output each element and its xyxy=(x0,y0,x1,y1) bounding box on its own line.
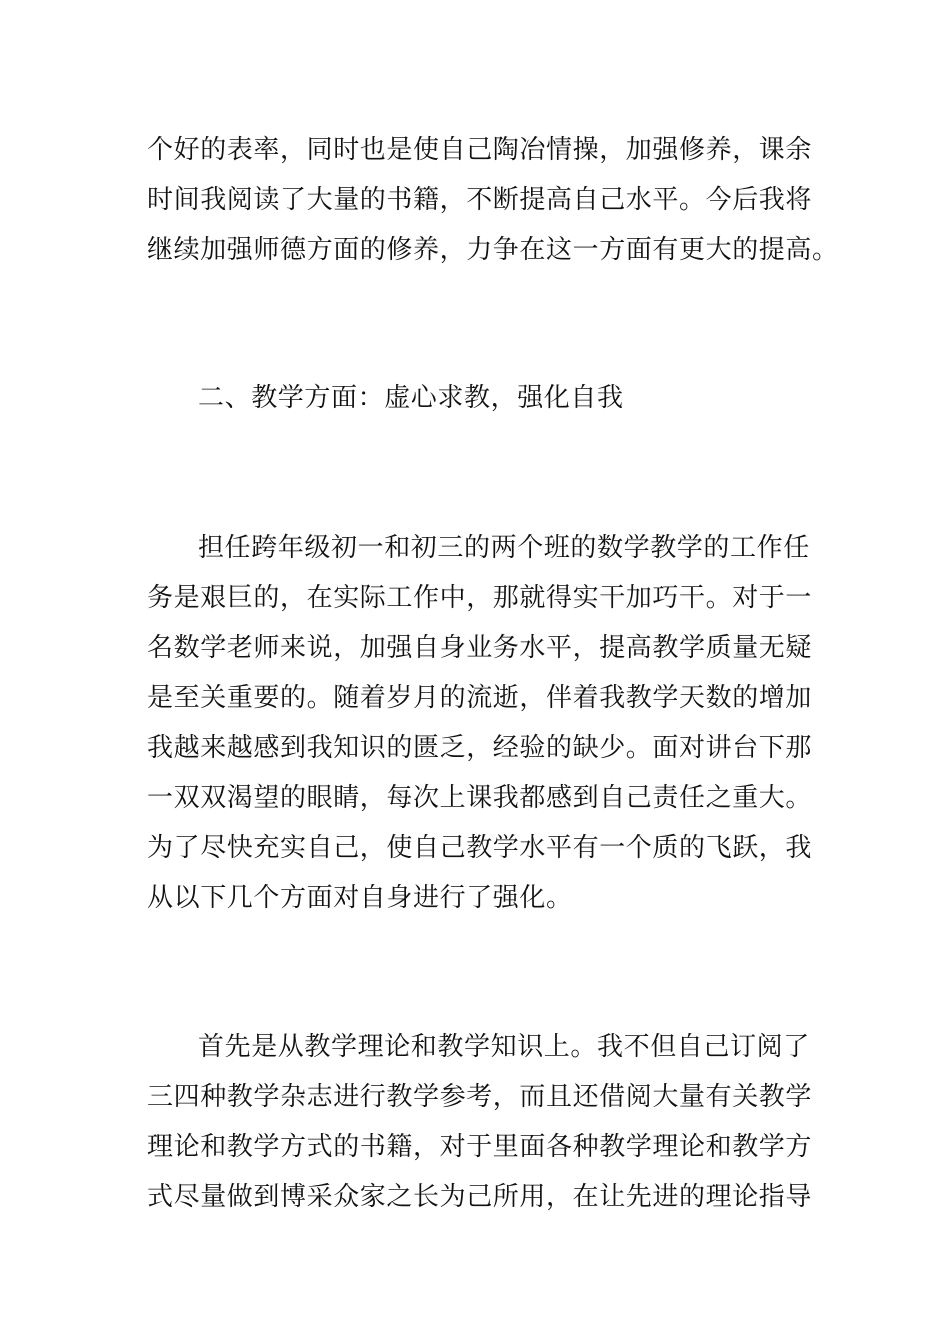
paragraph-4-line-2: 三四种教学杂志进行教学参考，而且还借阅大量有关教学 xyxy=(147,1082,813,1112)
paragraph-1-line-1: 个好的表率，同时也是使自己陶冶情操，加强修养，课余 xyxy=(147,135,813,165)
section-heading: 二、教学方面：虚心求教，强化自我 xyxy=(198,383,624,413)
paragraph-3-line-7: 为了尽快充实自己，使自己教学水平有一个质的飞跃，我 xyxy=(147,833,813,863)
paragraph-3-line-1: 担任跨年级初一和初三的两个班的数学教学的工作任 xyxy=(198,533,810,563)
paragraph-3-line-5: 我越来越感到我知识的匮乏，经验的缺少。面对讲台下那 xyxy=(147,733,813,763)
paragraph-3-line-4: 是至关重要的。随着岁月的流逝，伴着我教学天数的增加 xyxy=(147,683,813,713)
paragraph-1-line-3: 继续加强师德方面的修养，力争在这一方面有更大的提高。 xyxy=(147,235,839,265)
paragraph-3-line-3: 名数学老师来说，加强自身业务水平，提高教学质量无疑 xyxy=(147,633,813,663)
paragraph-4-line-3: 理论和教学方式的书籍，对于里面各种教学理论和教学方 xyxy=(147,1132,813,1162)
paragraph-1-line-2: 时间我阅读了大量的书籍，不断提高自己水平。今后我将 xyxy=(147,185,813,215)
paragraph-3-line-6: 一双双渴望的眼睛，每次上课我都感到自己责任之重大。 xyxy=(147,783,813,813)
paragraph-4-line-1: 首先是从教学理论和教学知识上。我不但自己订阅了 xyxy=(198,1032,810,1062)
paragraph-4-line-4: 式尽量做到博采众家之长为己所用，在让先进的理论指导 xyxy=(147,1182,813,1212)
paragraph-3-line-2: 务是艰巨的，在实际工作中，那就得实干加巧干。对于一 xyxy=(147,583,813,613)
paragraph-3-line-8: 从以下几个方面对自身进行了强化。 xyxy=(147,883,573,913)
